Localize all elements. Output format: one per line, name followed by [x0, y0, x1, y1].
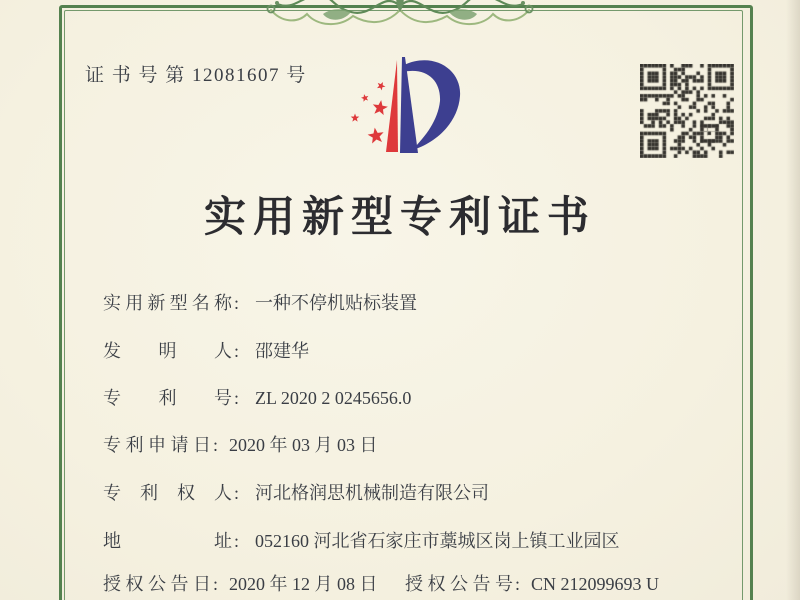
colon: :	[234, 531, 240, 551]
field-row-filing-date	[103, 431, 743, 457]
field-value: 052160 河北省石家庄市藁城区岗上镇工业园区	[255, 531, 620, 551]
field-label: 专利申请日	[103, 435, 211, 455]
scan-edge-shadow	[786, 0, 800, 600]
field-value: 2020 年 03 月 03 日	[229, 435, 378, 455]
field-value: 一种不停机贴标装置	[255, 293, 418, 313]
floral-border-ornament-icon	[255, 0, 545, 48]
colon: :	[213, 435, 219, 455]
field-value: 河北格润思机械制造有限公司	[255, 483, 490, 503]
field-value: 2020 年 12 月 08 日	[229, 574, 378, 594]
qr-code	[640, 64, 734, 158]
field-row-inventor	[103, 337, 743, 363]
field-row-grant-publication	[103, 570, 743, 596]
colon: :	[213, 574, 219, 594]
colon: :	[515, 574, 521, 594]
field-row-address	[103, 527, 743, 553]
field-row-patentee	[103, 479, 743, 505]
colon: :	[234, 293, 240, 313]
field-value: 邵建华	[255, 341, 310, 361]
field-value: ZL 2020 2 0245656.0	[255, 388, 412, 408]
field-label: 授权公告日	[103, 574, 211, 594]
field-row-utility-model-name	[103, 289, 743, 315]
cnipa-logo-icon	[338, 50, 468, 168]
field-row-patent-number	[103, 384, 743, 410]
field-label: 实用新型名称	[103, 293, 232, 313]
field-value: CN 212099693 U	[531, 574, 660, 594]
field-label: 授权公告号	[405, 574, 513, 594]
field-label: 地址	[103, 531, 232, 551]
colon: :	[234, 388, 240, 408]
colon: :	[234, 341, 240, 361]
field-label: 发明人	[103, 341, 232, 361]
field-label: 专利权人	[103, 483, 232, 503]
field-label: 专利号	[103, 388, 232, 408]
certificate-title: 实用新型专利证书	[203, 195, 596, 241]
field-grant-publication-number	[405, 570, 659, 596]
certificate-number: 证 书 号 第 12081607 号	[85, 65, 307, 86]
colon: :	[234, 483, 240, 503]
